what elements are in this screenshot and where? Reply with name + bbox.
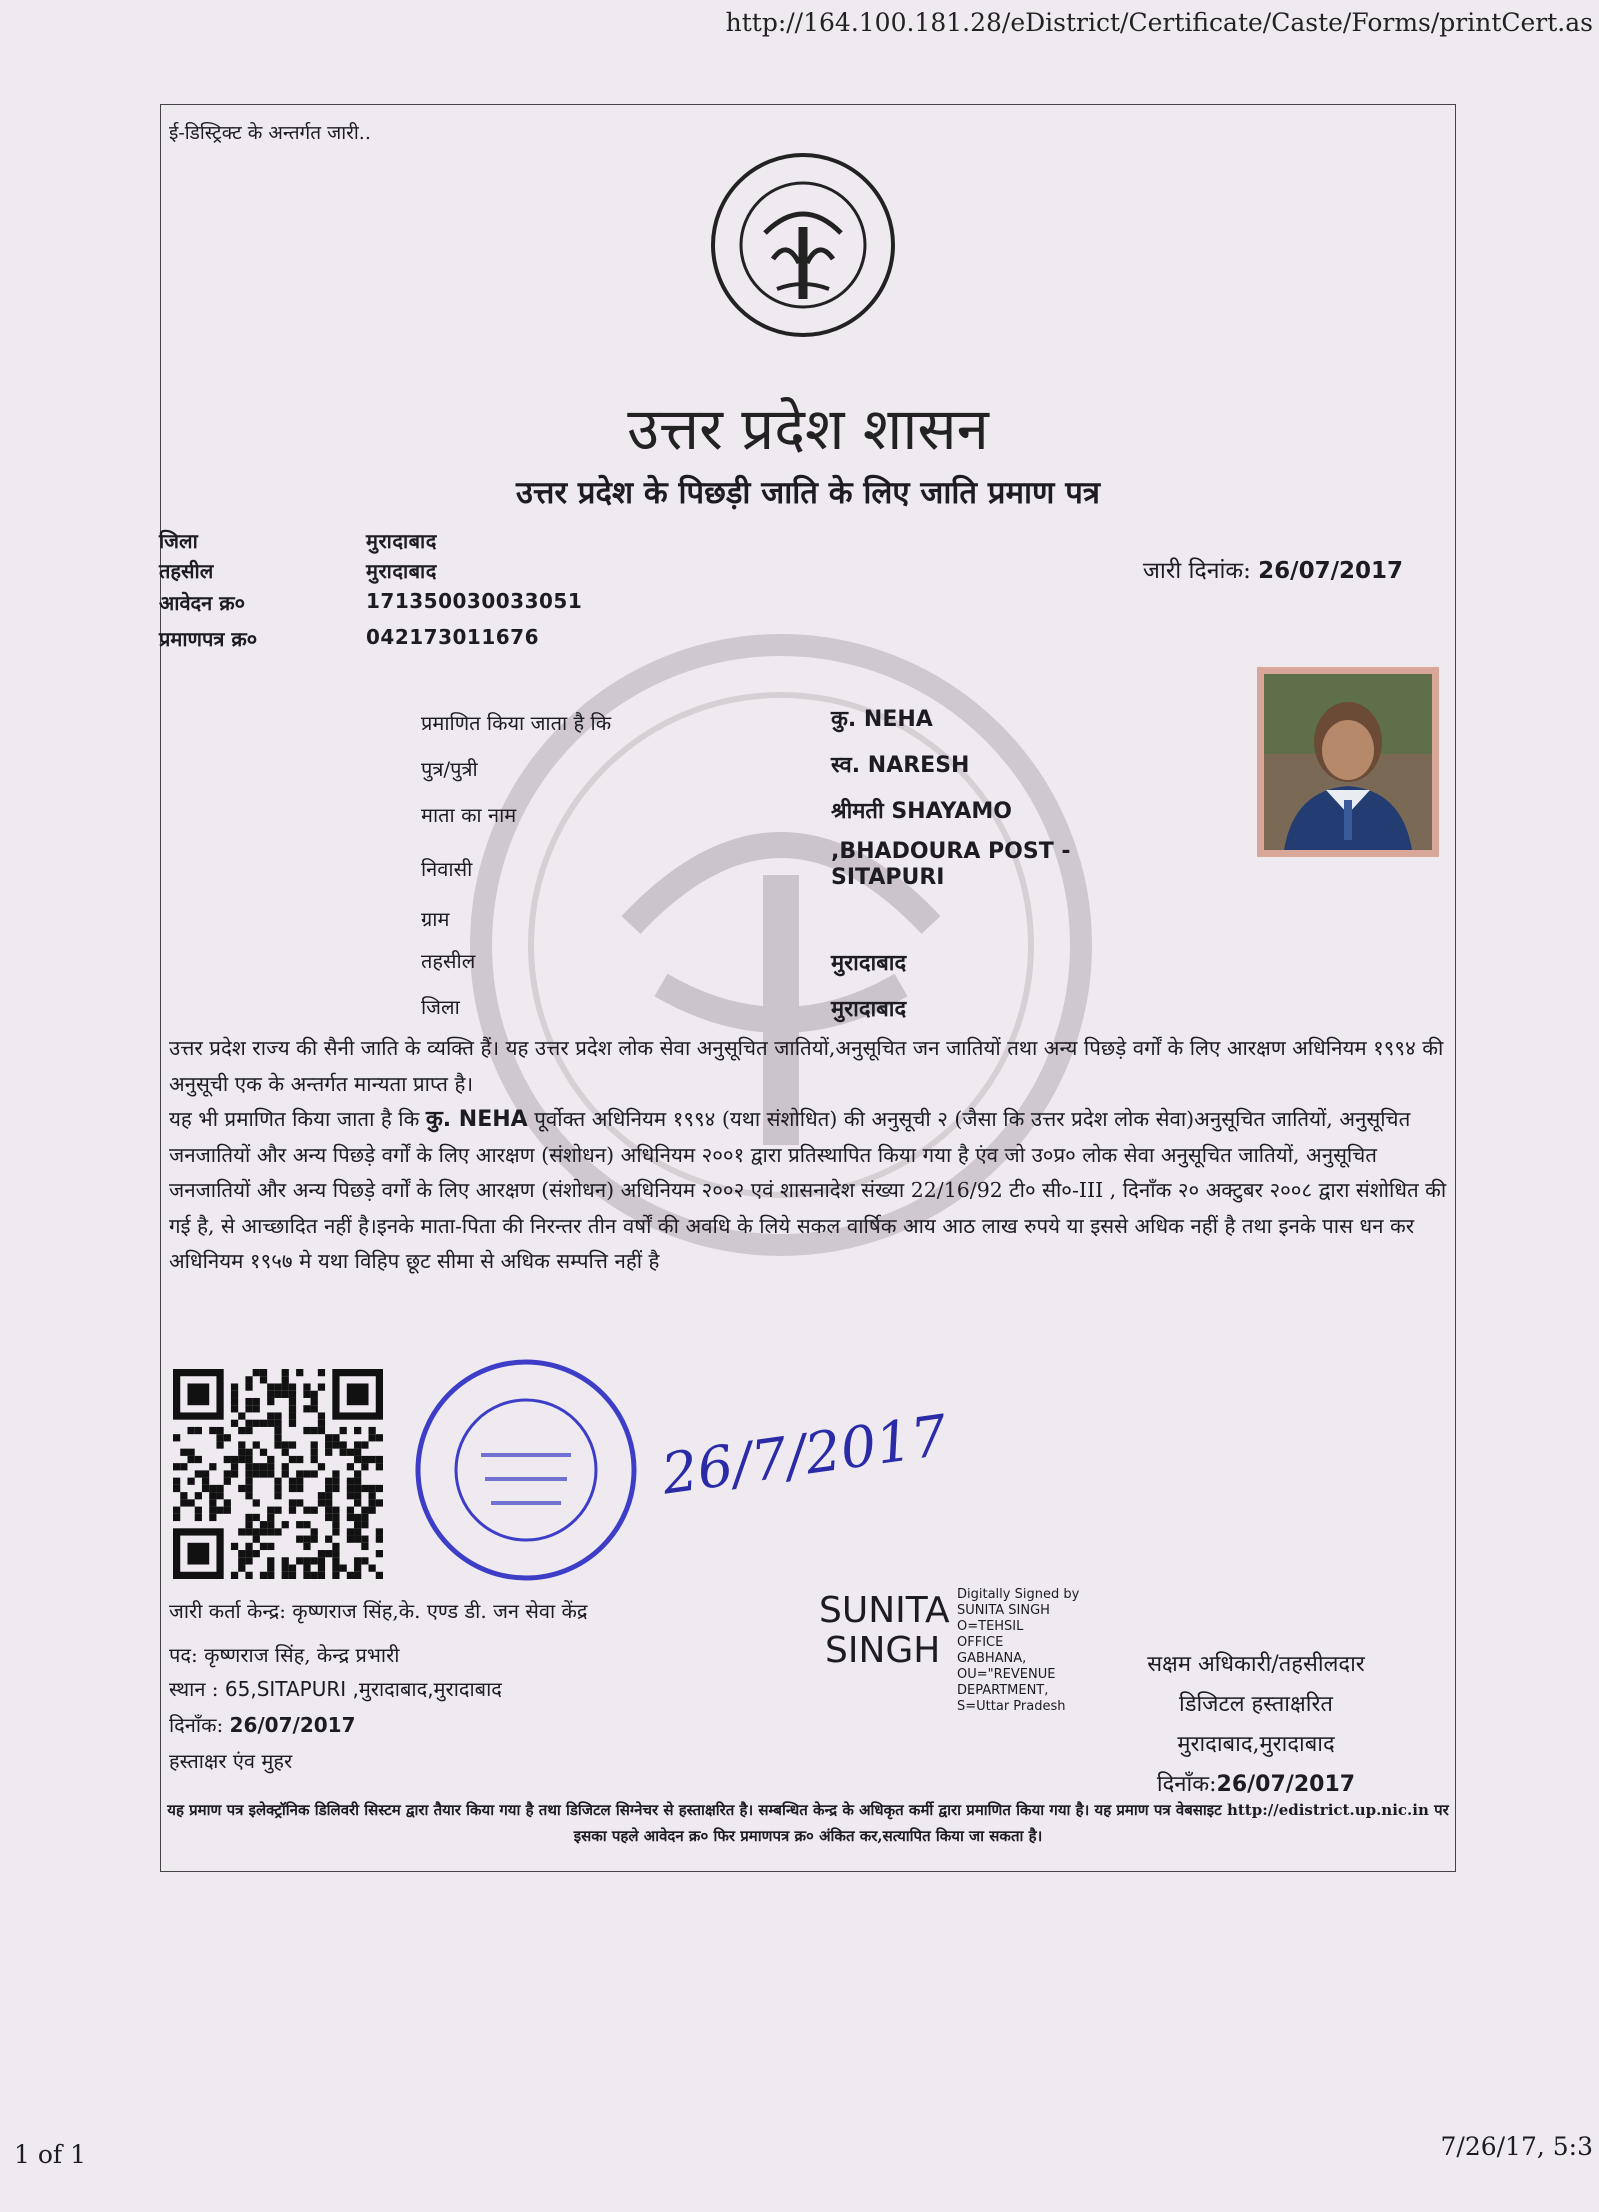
print-url: http://164.100.181.28/eDistrict/Certificate/Caste/Forms/printCert.as <box>725 8 1593 37</box>
issue-date <box>1143 553 1403 585</box>
certification-paragraph <box>169 1102 1451 1280</box>
meta-label-certificate-no: प्रमाणपत्र क्र० <box>159 627 258 651</box>
dsign-line: OFFICE <box>957 1635 1004 1650</box>
issuer-place <box>169 1675 502 1702</box>
certification-text-start: यह भी प्रमाणित किया जाता है कि <box>169 1107 420 1131</box>
applicant-photo-image <box>1264 674 1432 850</box>
certificate <box>160 104 1456 1872</box>
page-count: 1 of 1 <box>14 2140 87 2169</box>
dsign-line: SUNITA SINGH <box>957 1603 1050 1618</box>
field-label-district: जिला <box>421 995 460 1019</box>
issuer-date <box>169 1711 355 1738</box>
field-value-mother: श्रीमती SHAYAMO <box>831 799 1012 824</box>
caste-paragraph: उत्तर प्रदेश राज्य की सैनी जाति के व्यक्ति हैं। यह उत्तर प्रदेश लोक सेवा अनुसूचित जातियों,अनुसूचित जन जातियों तथा अन्य पिछड़े वर्गों के लिए आरक्षण अधिनियम १९९४ की अनुसूची एक के अन्तर्गत मान्यता प्राप्त है। <box>169 1036 1444 1096</box>
meta-value-certificate-no: 042173011676 <box>366 625 539 649</box>
meta-value-tehsil: मुरादाबाद <box>366 559 437 583</box>
authority-block <box>1091 1645 1421 1805</box>
jan-seva-kendra-stamp <box>411 1355 641 1585</box>
dsign-line: S=Uttar Pradesh <box>957 1699 1066 1714</box>
qr-code <box>173 1369 383 1579</box>
meta-value-application-no: 171350030033051 <box>366 589 583 613</box>
issue-date-value: 26/07/2017 <box>1258 558 1403 584</box>
field-value-district: मुरादाबाद <box>831 997 907 1022</box>
authority-title: सक्षम अधिकारी/तहसीलदार <box>1147 1652 1365 1677</box>
issuer-place-value: 65,SITAPURI ,मुरादाबाद,मुरादाबाद <box>224 1677 502 1701</box>
dsign-line: DEPARTMENT, <box>957 1683 1049 1698</box>
field-value-tehsil: मुरादाबाद <box>831 951 907 976</box>
issuer-date-label: दिनाँक: <box>169 1713 224 1737</box>
print-time: 7/26/17, 5:3 <box>1440 2132 1593 2161</box>
meta-label-application-no: आवेदन क्र० <box>159 591 246 615</box>
sign-and-seal-label: हस्ताक्षर एंव मुहर <box>169 1749 293 1773</box>
meta-label-tehsil: तहसील <box>159 559 214 583</box>
applicant-photo <box>1257 667 1439 857</box>
dsign-line: Digitally Signed by <box>957 1587 1080 1602</box>
authority-place: मुरादाबाद,मुरादाबाद <box>1177 1732 1335 1757</box>
footer-note: यह प्रमाण पत्र इलेक्ट्रॉनिक डिलिवरी सिस्टम द्वारा तैयार किया गया है तथा डिजिटल सिग्नेचर से हस्ताक्षरित है। सम्बन्धित केन्द्र के अधिकृत कर्मी द्वारा प्रमाणित किया गया है। यह प्रमाण पत्र वेबसाइट http://edistrict.up.nic.in पर इसका पहले आवेदन क्र० फिर प्रमाणपत्र क्र० अंकित कर,सत्यापित किया जा सकता है। <box>167 1801 1449 1845</box>
field-value-resident: ,BHADOURA POST - SITAPURI <box>831 839 1071 890</box>
up-government-emblem <box>707 149 899 341</box>
issuer-center: जारी कर्ता केन्द्र: कृष्णराज सिंह,के. एण्ड डी. जन सेवा केंद्र <box>169 1599 588 1623</box>
meta-value-district: मुरादाबाद <box>366 529 437 553</box>
issuer-date-value: 26/07/2017 <box>229 1713 356 1737</box>
authority-digital: डिजिटल हस्ताक्षरित <box>1179 1692 1333 1717</box>
signer-name <box>819 1591 950 1671</box>
issue-date-label: जारी दिनांक: <box>1142 558 1251 584</box>
field-label-son-daughter: पुत्र/पुत्री <box>421 757 478 781</box>
field-label-village: ग्राम <box>421 907 450 931</box>
dsign-line: O=TEHSIL <box>957 1619 1024 1634</box>
authority-date-label: दिनाँक: <box>1156 1772 1217 1797</box>
meta-label-district: जिला <box>159 529 198 553</box>
page-title: उत्तर प्रदेश शासन <box>627 395 989 463</box>
issuer-post: पद: कृष्णराज सिंह, केन्द्र प्रभारी <box>169 1643 400 1667</box>
issuer-place-label: स्थान : <box>169 1677 219 1701</box>
field-value-father: स्व. NARESH <box>831 753 970 778</box>
signer-first-name: SUNITA <box>819 1590 950 1631</box>
dsign-line: OU="REVENUE <box>957 1667 1056 1682</box>
field-label-certified: प्रमाणित किया जाता है कि <box>421 711 612 735</box>
digital-signature-block <box>957 1587 1079 1715</box>
dsign-line: GABHANA, <box>957 1651 1027 1666</box>
field-label-tehsil: तहसील <box>421 949 476 973</box>
signer-last-name: SINGH <box>825 1630 941 1671</box>
authority-date-value: 26/07/2017 <box>1216 1772 1356 1797</box>
certification-text-rest: पूर्वोक्त अधिनियम १९९४ (यथा संशोधित) की अनुसूची २ (जैसा कि उत्तर प्रदेश लोक सेवा)अनुसूचित जातियों, अनुसूचित जनजातियों और अन्य पिछड़े वर्गों के लिए आरक्षण (संशोधन) अधिनियम २००१ द्वारा प्रतिस्थापित किया गया है एंव जो उ०प्र० लोक सेवा अनुसूचित जातियों, अनुसूचित जनजातियों और अन्य पिछड़े वर्गों के लिए आरक्षण (संशोधन) अधिनियम २००२ एवं शासनादेश संख्या 22/16/92 टी० सी०-III , दिनाँक २० अक्टुबर २००८ द्वारा संशोधित की गई है, से आच्छादित नहीं है।इनके माता-पिता की निरन्तर तीन वर्षों की अवधि के लिये सकल वार्षिक आय आठ लाख रुपये या इससे अधिक नहीं है तथा इनके पास धन कर अधिनियम १९५७ मे यथा विहिप छूट सीमा से अधिक सम्पत्ति नहीं है <box>169 1107 1447 1273</box>
field-value-name: कु. NEHA <box>831 707 933 732</box>
field-label-resident: निवासी <box>421 857 473 881</box>
field-label-mother: माता का नाम <box>421 803 517 827</box>
intro-text: ई-डिस्ट्रिक्ट के अन्तर्गत जारी.. <box>169 122 371 144</box>
handwritten-date: 26/7/2017 <box>657 1403 952 1508</box>
page-subtitle: उत्तर प्रदेश के पिछड़ी जाति के लिए जाति प्रमाण पत्र <box>516 475 1100 511</box>
certification-name: कु. NEHA <box>425 1107 528 1132</box>
